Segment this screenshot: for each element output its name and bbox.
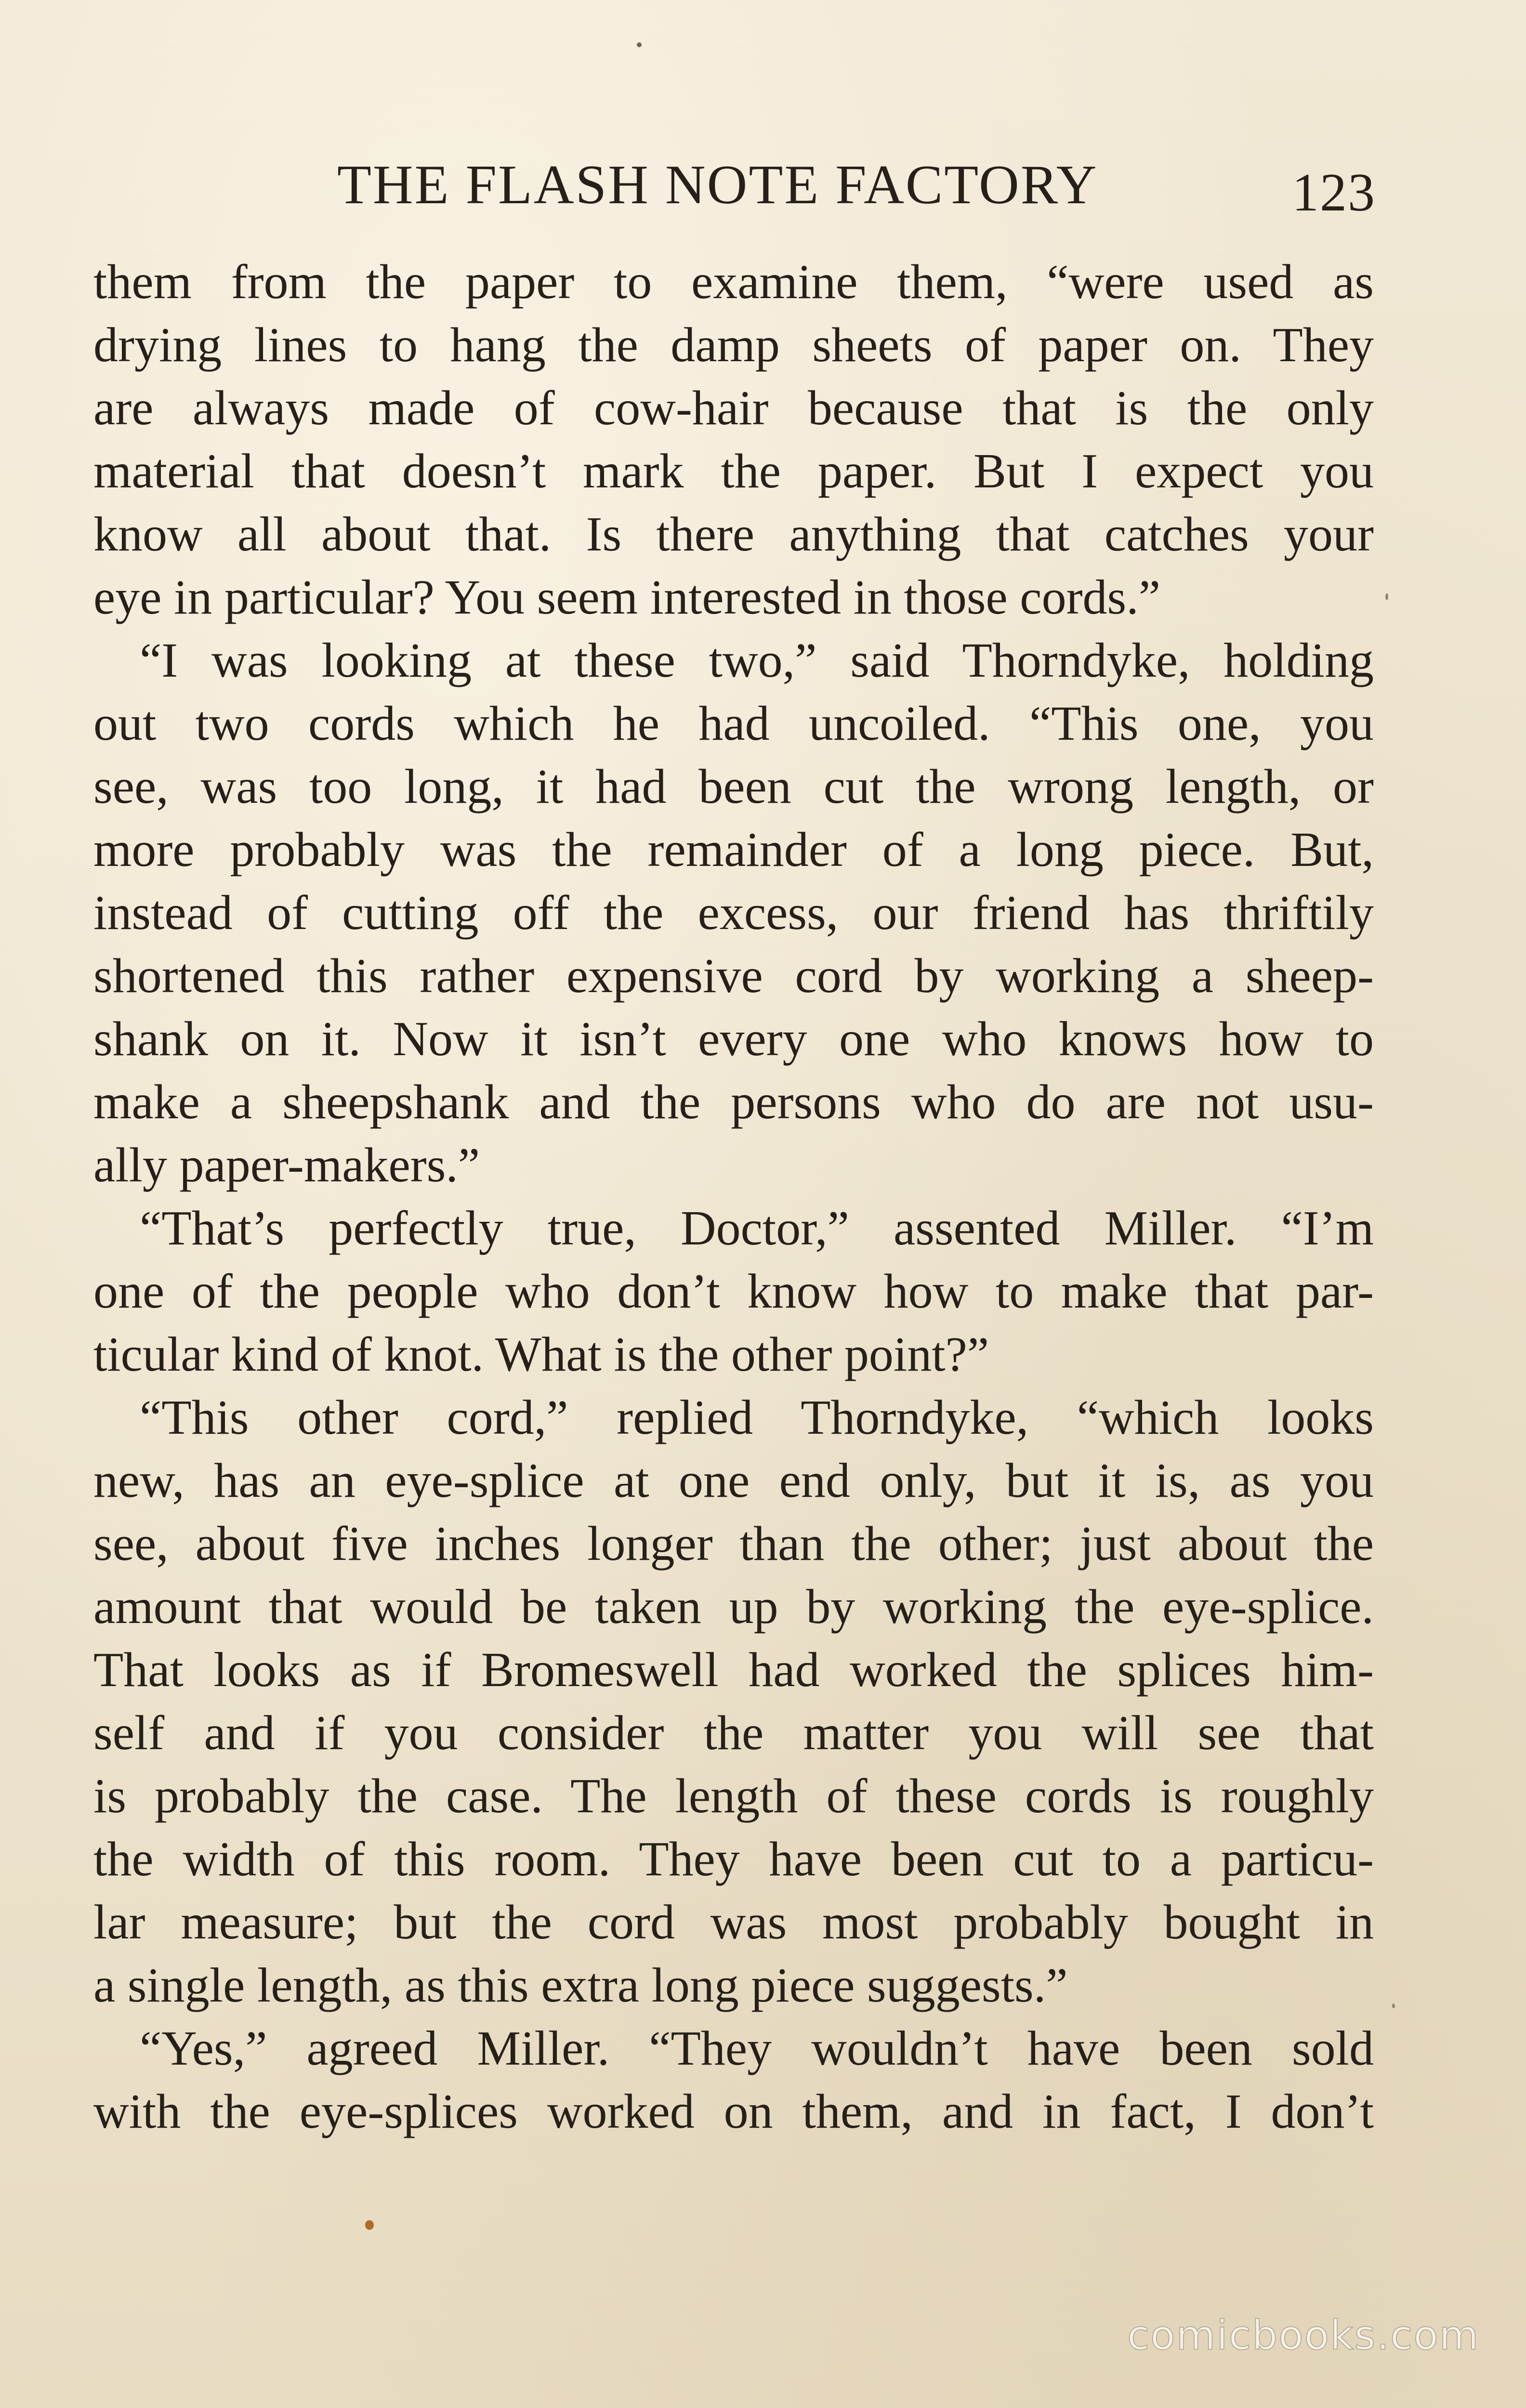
text-line: lar measure; but the cord was most probably bought in bbox=[93, 1895, 1374, 1950]
watermark: comicbooks.com bbox=[1127, 2312, 1480, 2359]
text-line: That looks as if Bromeswell had worked the splices him- bbox=[93, 1643, 1374, 1697]
running-title: THE FLASH NOTE FACTORY bbox=[337, 154, 1098, 216]
text-line: one of the people who don’t know how to make that par- bbox=[93, 1264, 1374, 1319]
text-line: are always made of cow-hair because that is the only bbox=[93, 381, 1374, 435]
text-line: with the eye-splices worked on them, and in fact, I don’t bbox=[93, 2084, 1374, 2139]
paper-speck bbox=[1392, 2003, 1395, 2008]
text-line: self and if you consider the matter you will see that bbox=[93, 1706, 1374, 1760]
text-line: know all about that. Is there anything that catches your bbox=[93, 507, 1374, 562]
text-line: a single length, as this extra long piece suggests.” bbox=[93, 1958, 1068, 2013]
paper-speck bbox=[1385, 593, 1388, 600]
text-line: see, about five inches longer than the other; just about the bbox=[93, 1517, 1374, 1571]
text-line: instead of cutting off the excess, our friend has thriftily bbox=[93, 886, 1374, 940]
body-text bbox=[93, 250, 1374, 2143]
text-line: “I was looking at these two,” said Thorndyke, holding bbox=[140, 633, 1374, 688]
running-head bbox=[0, 153, 1526, 221]
text-line: drying lines to hang the damp sheets of paper on. They bbox=[93, 318, 1374, 372]
text-line: shank on it. Now it isn’t every one who knows how to bbox=[93, 1012, 1374, 1066]
page-number: 123 bbox=[1292, 163, 1376, 222]
paper-speck bbox=[365, 2220, 374, 2230]
text-line: shortened this rather expensive cord by working a sheep- bbox=[93, 949, 1374, 1003]
text-line: them from the paper to examine them, “were used as bbox=[93, 255, 1374, 309]
text-line: eye in particular? You seem interested in those cords.” bbox=[93, 570, 1161, 625]
text-line: the width of this room. They have been cut to a particu- bbox=[93, 1832, 1374, 1886]
text-line: ticular kind of knot. What is the other point?” bbox=[93, 1327, 989, 1382]
text-line: more probably was the remainder of a long piece. But, bbox=[93, 823, 1374, 877]
text-line: see, was too long, it had been cut the wrong length, or bbox=[93, 759, 1374, 814]
text-line: out two cords which he had uncoiled. “This one, you bbox=[93, 696, 1374, 751]
paper-speck bbox=[637, 42, 642, 47]
text-line: ally paper-makers.” bbox=[93, 1138, 480, 1192]
text-line: make a sheepshank and the persons who do are not usu- bbox=[93, 1075, 1374, 1129]
text-line: is probably the case. The length of these cords is roughly bbox=[93, 1769, 1374, 1823]
text-line: “That’s perfectly true, Doctor,” assented Miller. “I’m bbox=[140, 1201, 1374, 1256]
text-line: amount that would be taken up by working the eye-splice. bbox=[93, 1580, 1374, 1634]
text-line: material that doesn’t mark the paper. But I expect you bbox=[93, 444, 1374, 498]
text-line: “Yes,” agreed Miller. “They wouldn’t have been sold bbox=[140, 2021, 1374, 2076]
text-line: “This other cord,” replied Thorndyke, “which looks bbox=[140, 1390, 1374, 1445]
text-line: new, has an eye-splice at one end only, but it is, as you bbox=[93, 1453, 1374, 1508]
